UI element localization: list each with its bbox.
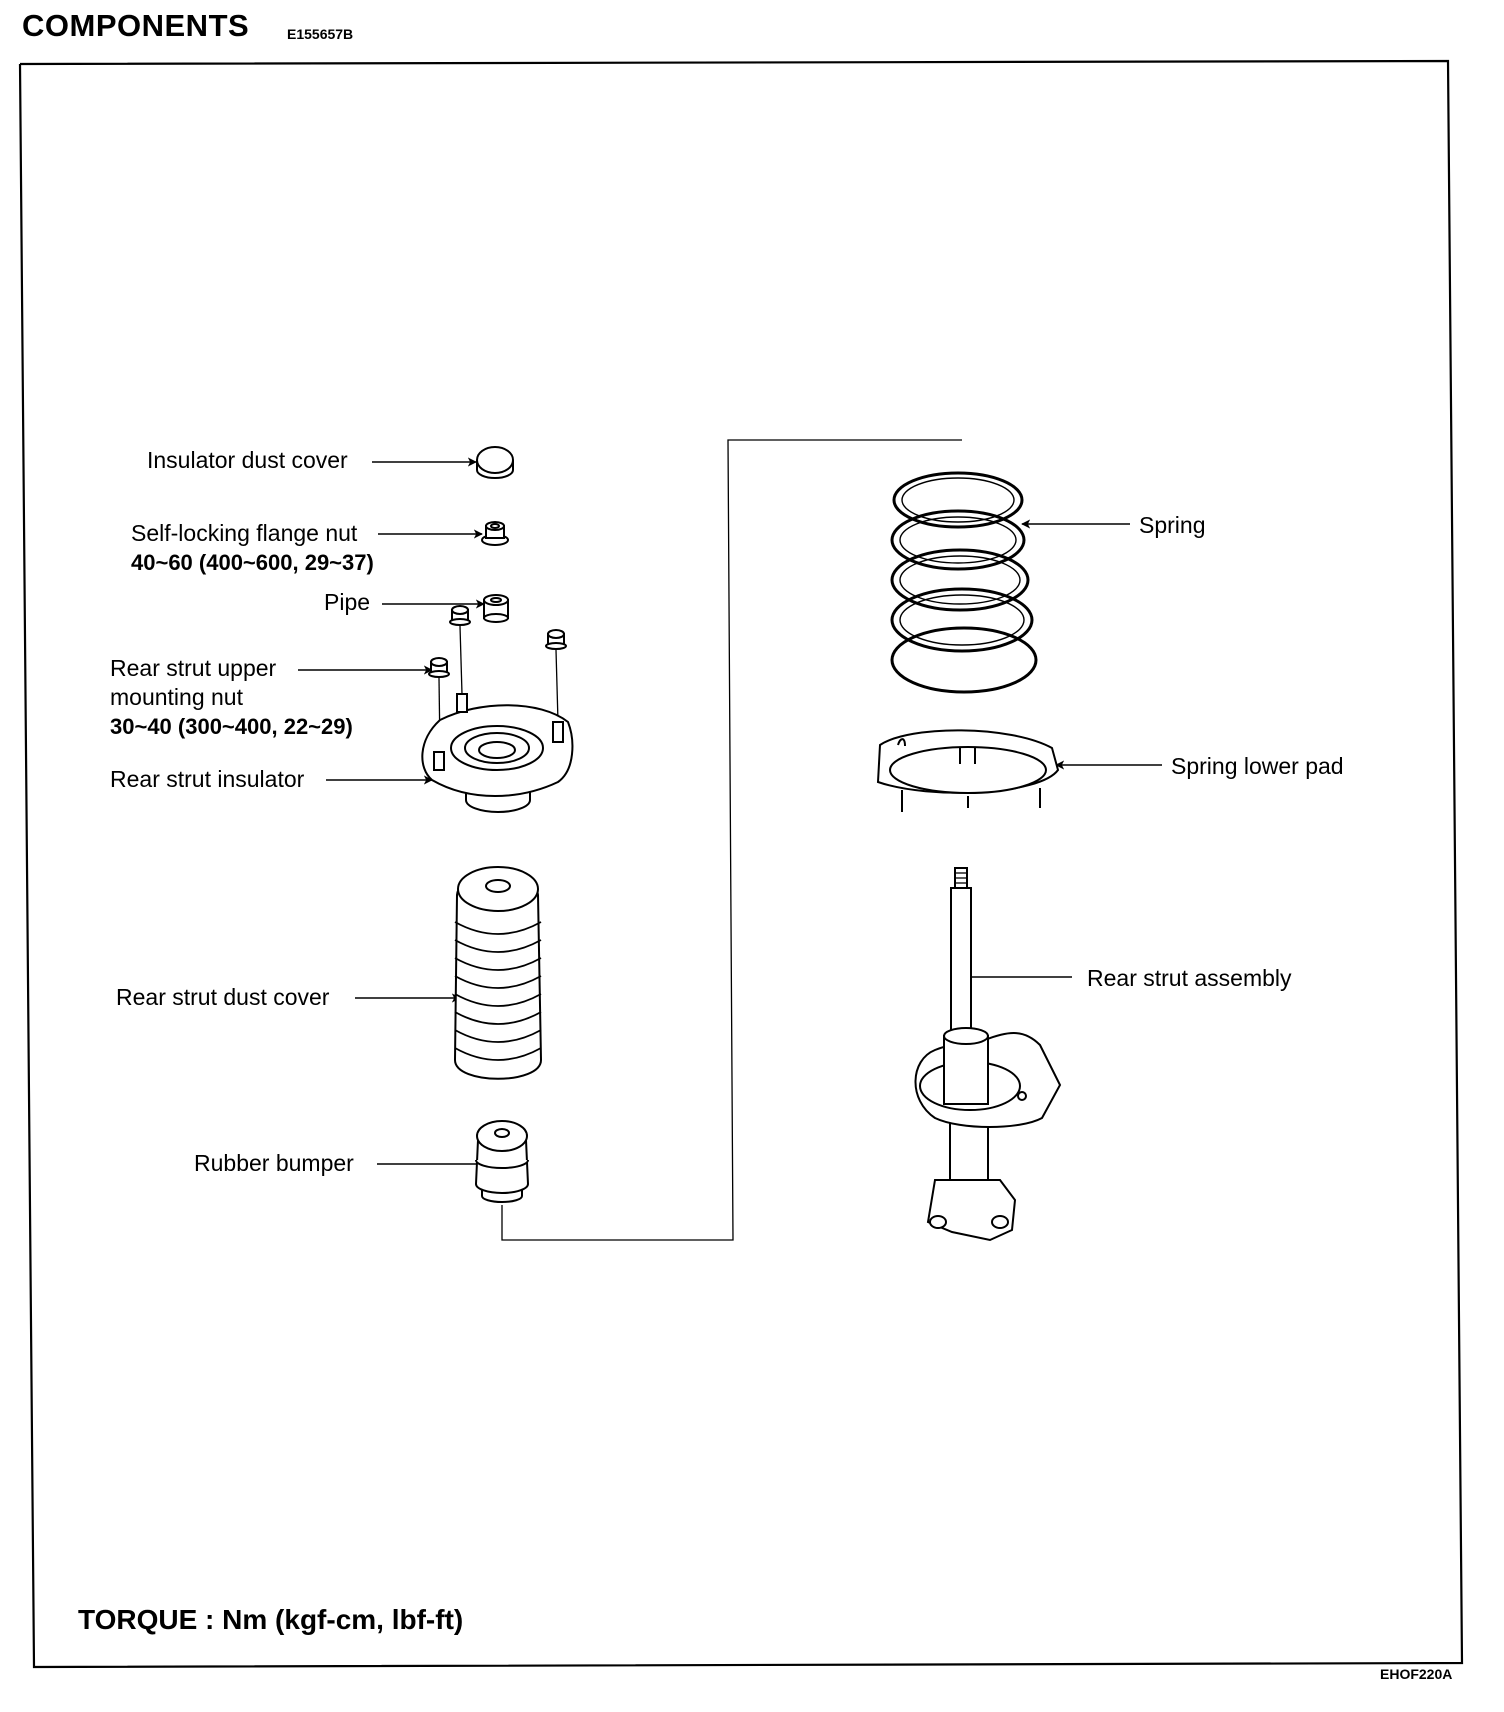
pipe-part bbox=[484, 595, 508, 622]
insulator-dust-cover-part bbox=[477, 447, 513, 478]
header-code: E155657B bbox=[287, 26, 354, 42]
rear-strut-dust-cover-part bbox=[455, 867, 541, 1079]
label-flange-nut-torque: 40~60 (400~600, 29~37) bbox=[131, 550, 374, 575]
label-spring: Spring bbox=[1139, 512, 1206, 538]
label-upper-mounting-nut-line1: Rear strut upper bbox=[110, 655, 277, 681]
label-rear-strut-dust-cover: Rear strut dust cover bbox=[116, 984, 330, 1010]
footer-code: EHOF220A bbox=[1380, 1666, 1453, 1682]
spring-lower-pad-part bbox=[878, 730, 1058, 793]
label-rear-strut-assembly: Rear strut assembly bbox=[1087, 965, 1292, 991]
rear-strut-assembly-part bbox=[915, 868, 1060, 1240]
rear-strut-insulator-part bbox=[422, 694, 572, 812]
rubber-bumper-part bbox=[476, 1121, 528, 1202]
label-rubber-bumper: Rubber bumper bbox=[194, 1150, 354, 1176]
label-insulator-dust-cover: Insulator dust cover bbox=[147, 447, 348, 473]
self-locking-flange-nut-part bbox=[482, 522, 508, 545]
assembly-connector-line bbox=[502, 440, 962, 1240]
label-pipe: Pipe bbox=[324, 589, 371, 615]
torque-note: TORQUE : Nm (kgf-cm, lbf-ft) bbox=[78, 1604, 464, 1635]
label-rear-strut-insulator: Rear strut insulator bbox=[110, 766, 305, 792]
spring-part bbox=[892, 473, 1036, 692]
header-title: COMPONENTS bbox=[22, 8, 250, 43]
label-self-locking-flange-nut: Self-locking flange nut bbox=[131, 520, 358, 546]
label-upper-mounting-nut-line2: mounting nut bbox=[110, 684, 243, 710]
frame-border bbox=[20, 61, 1462, 1667]
label-upper-mounting-nut-torque: 30~40 (300~400, 22~29) bbox=[110, 714, 353, 739]
label-spring-lower-pad: Spring lower pad bbox=[1171, 753, 1344, 779]
